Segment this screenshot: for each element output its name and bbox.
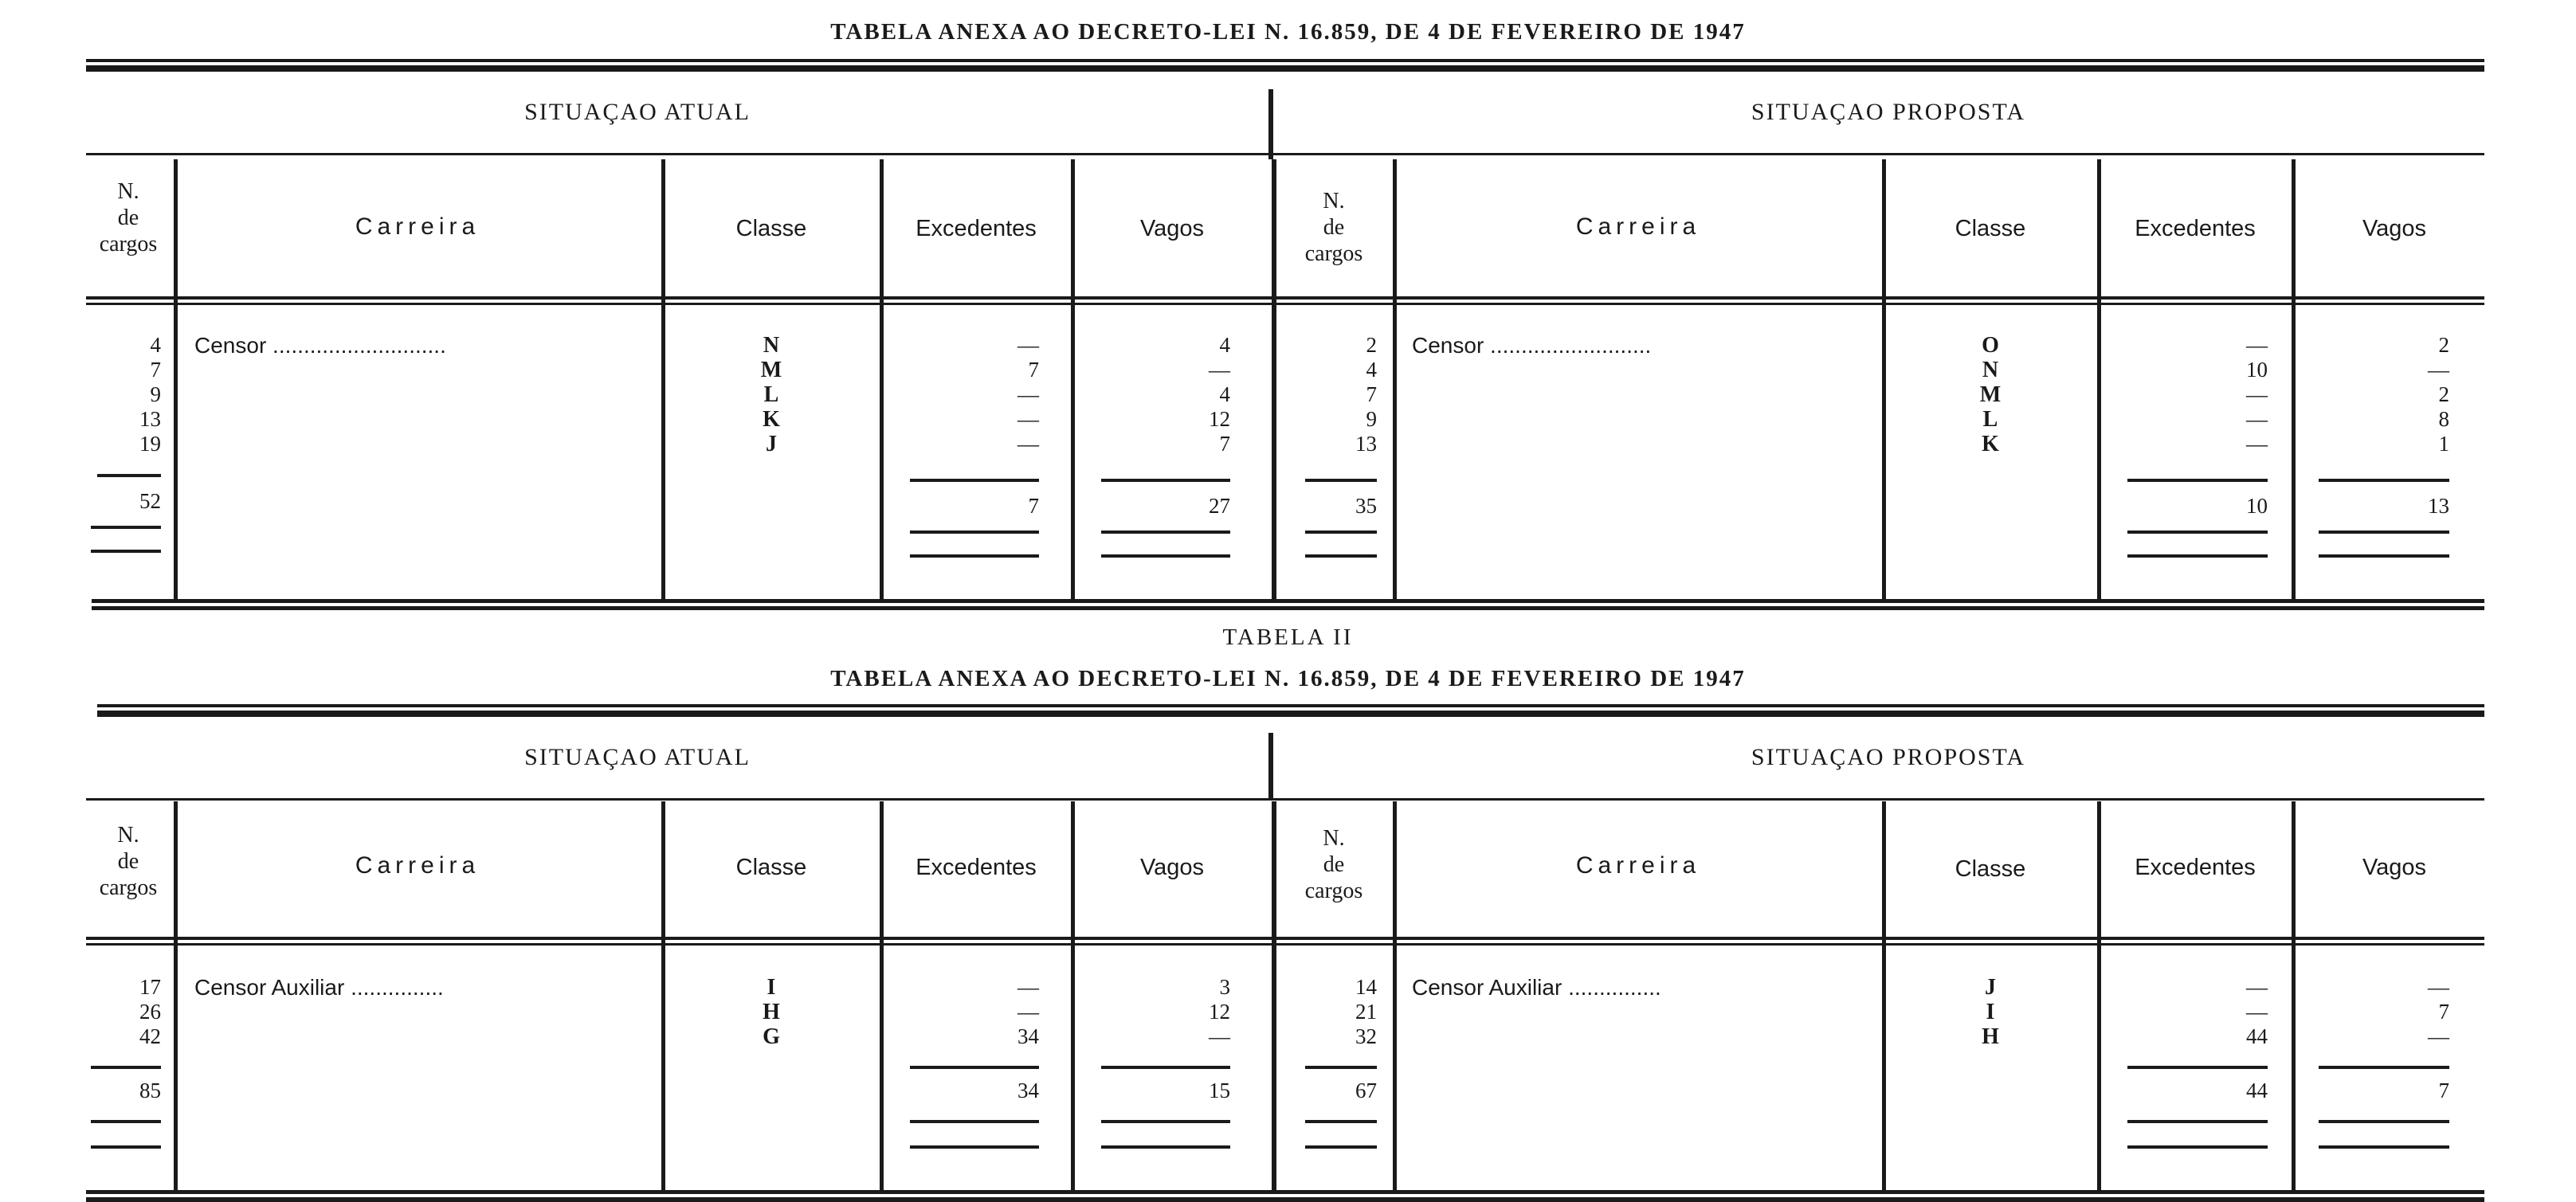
section-atual: SITUAÇAO ATUAL [524, 744, 751, 770]
career-name: Censor ............................ [194, 333, 446, 358]
n-cargos-column: 2 4 7 9 13 [1355, 333, 1377, 456]
excedentes-column: — — 34 [1017, 975, 1039, 1048]
header-classe: Classe [735, 855, 807, 880]
header-vagos: Vagos [1139, 216, 1205, 241]
total-n-cargos: 35 [1355, 494, 1377, 518]
section-atual: SITUAÇAO ATUAL [524, 99, 751, 125]
rule [86, 1197, 2484, 1202]
header-carreira: Carreira [1575, 852, 1701, 879]
header-excedentes: Excedentes [916, 216, 1037, 241]
total-excedentes: 10 [2246, 494, 2268, 518]
vagos-column: 2 — 2 8 1 [2428, 333, 2449, 456]
table-caption: TABELA II [1222, 624, 1354, 650]
divider [1268, 89, 1273, 159]
rule [86, 65, 2484, 72]
table-title: TABELA ANEXA AO DECRETO-LEI N. 16.859, DE 4 DE FEVEREIRO DE 1947 [830, 19, 1746, 45]
rule [97, 711, 2484, 717]
career-name: Censor .......................... [1412, 333, 1652, 358]
header-carreira: Carreira [355, 213, 480, 240]
classe-column: I H G [763, 975, 780, 1049]
rule [86, 296, 2484, 300]
rule [92, 599, 2484, 603]
header-classe: Classe [1955, 216, 2026, 241]
header-n-cargos: N. de cargos [1304, 826, 1363, 903]
career-name: Censor Auxiliar ............... [194, 975, 444, 1000]
rule [86, 59, 2484, 62]
rule [92, 606, 2484, 610]
vagos-column: 3 12 — [1209, 975, 1230, 1048]
rule [86, 798, 2484, 801]
vagos-column: — 7 — [2428, 975, 2449, 1048]
section-proposta: SITUAÇAO PROPOSTA [1751, 99, 2026, 125]
header-vagos: Vagos [2362, 216, 2427, 241]
classe-column: J I H [1982, 975, 1999, 1049]
n-cargos-column: 14 21 32 [1355, 975, 1377, 1048]
header-excedentes: Excedentes [2135, 855, 2256, 880]
rule [86, 943, 2484, 946]
rule [86, 937, 2484, 940]
total-vagos: 15 [1209, 1079, 1230, 1102]
rule [86, 153, 2484, 155]
vagos-column: 4 — 4 12 7 [1209, 333, 1230, 456]
n-cargos-column: 17 26 42 [139, 975, 161, 1048]
classe-column: N M L K J [760, 333, 782, 456]
excedentes-column: — 10 — — — [2246, 333, 2268, 456]
table-title: TABELA ANEXA AO DECRETO-LEI N. 16.859, DE 4 DE FEVEREIRO DE 1947 [830, 666, 1746, 691]
classe-column: O N M L K [1979, 333, 2002, 456]
excedentes-column: — 7 — — — [1017, 333, 1039, 456]
header-vagos: Vagos [1139, 855, 1205, 880]
header-n-cargos: N. de cargos [99, 823, 158, 900]
section-proposta: SITUAÇAO PROPOSTA [1751, 744, 2026, 770]
header-n-cargos: N. de cargos [99, 179, 158, 256]
total-vagos: 7 [2438, 1079, 2449, 1102]
total-excedentes: 34 [1017, 1079, 1039, 1102]
header-classe: Classe [1955, 856, 2026, 882]
excedentes-column: — — 44 [2246, 975, 2268, 1048]
total-vagos: 13 [2428, 494, 2449, 518]
total-vagos: 27 [1209, 494, 1230, 518]
header-n-cargos: N. de cargos [1304, 189, 1363, 266]
header-vagos: Vagos [2362, 855, 2427, 880]
header-carreira: Carreira [355, 852, 480, 879]
total-n-cargos: 85 [139, 1079, 161, 1102]
header-carreira: Carreira [1575, 213, 1701, 240]
rule [97, 704, 2484, 707]
total-n-cargos: 52 [139, 489, 161, 513]
divider [1268, 733, 1273, 800]
n-cargos-column: 4 7 9 13 19 [139, 333, 161, 456]
total-excedentes: 7 [1028, 494, 1039, 518]
total-excedentes: 44 [2246, 1079, 2268, 1102]
header-excedentes: Excedentes [916, 855, 1037, 880]
total-n-cargos: 67 [1355, 1079, 1377, 1102]
header-excedentes: Excedentes [2135, 216, 2256, 241]
rule [86, 303, 2484, 305]
rule [86, 1190, 2484, 1194]
header-classe: Classe [735, 216, 807, 241]
career-name: Censor Auxiliar ............... [1412, 975, 1661, 1000]
